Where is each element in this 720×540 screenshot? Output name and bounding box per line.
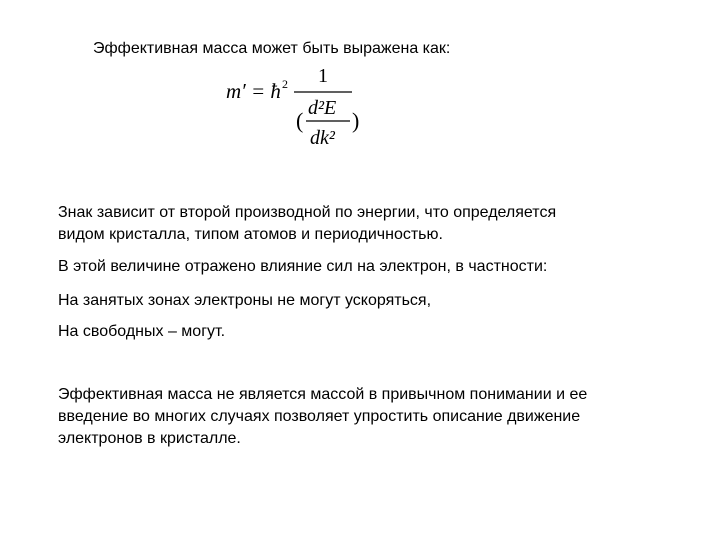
paragraph-sign-dependence [58, 202, 556, 246]
paragraph-effective-mass-meaning [58, 384, 587, 450]
intro-text: Эффективная масса может быть выражена как: [93, 40, 451, 57]
formula-open-paren: ( [296, 108, 304, 133]
paragraph-line: электронов в кристалле. [58, 430, 241, 447]
formula-inner-denominator: dk² [310, 127, 335, 149]
paragraph-line: Знак зависит от второй производной по энергии, что определяется [58, 204, 557, 221]
paragraph-forces: В этой величине отражено влияние сил на электрон, в частности: [58, 258, 548, 275]
paragraph-line: введение во многих случаях позволяет упростить описание движение [58, 408, 581, 425]
paragraph-free-bands: На свободных – могут. [58, 323, 226, 340]
formula-close-paren: ) [352, 108, 360, 133]
formula-numerator: 1 [318, 65, 328, 87]
paragraph-line: Эффективная масса не является массой в привычном понимании и ее [58, 386, 588, 403]
effective-mass-formula [224, 62, 374, 158]
formula-inner-numerator: d²E [308, 97, 337, 119]
formula-lhs: m′ = ħ [226, 79, 281, 103]
formula-lhs-exponent: 2 [282, 77, 288, 91]
paragraph-line: видом кристалла, типом атомов и периодичностью. [58, 226, 443, 243]
paragraph-occupied-bands: На занятых зонах электроны не могут ускоряться, [58, 292, 432, 309]
